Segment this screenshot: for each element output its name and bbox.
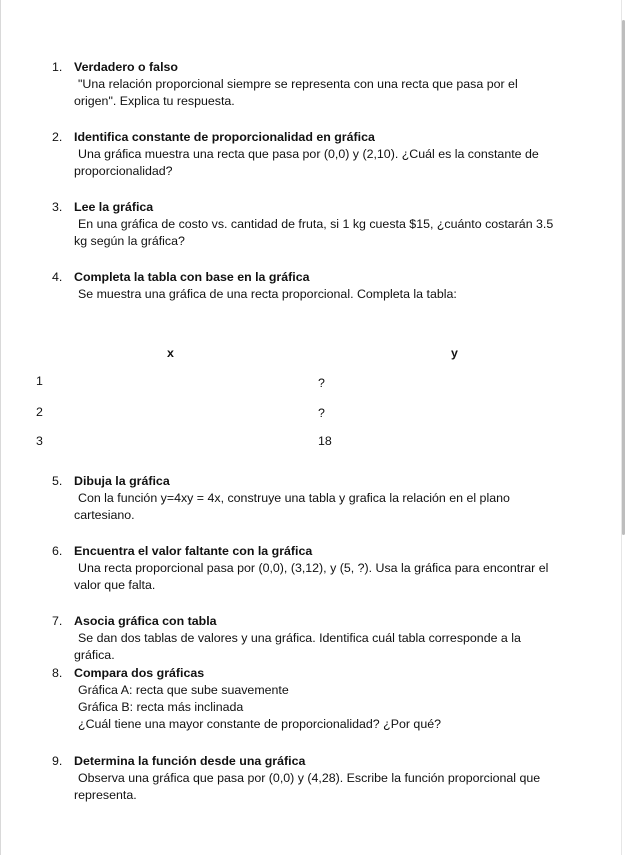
question-number: 8.	[52, 666, 63, 680]
question-text-line: "Una relación proporcional siempre se representa con una recta que pasa por el	[78, 77, 518, 91]
question-7	[52, 613, 597, 664]
question-text-line: Se muestra una gráfica de una recta proporcional. Completa la tabla:	[78, 287, 457, 301]
question-text-line: Con la función y=4xy = 4x, construye una tabla y grafica la relación en el plano	[78, 491, 510, 505]
question-text-line: representa.	[74, 788, 137, 802]
table-header-x: x	[167, 346, 174, 360]
question-text-line: gráfica.	[74, 648, 115, 662]
page-left-edge	[0, 0, 1, 855]
table-header-y: y	[451, 346, 458, 360]
question-text-line: ¿Cuál tiene una mayor constante de proporcionalidad? ¿Por qué?	[78, 717, 441, 731]
question-number: 7.	[52, 614, 63, 628]
question-1	[52, 59, 597, 110]
question-text-line: cartesiano.	[74, 508, 135, 522]
table-cell-y: 18	[318, 434, 332, 448]
table-cell-x: 3	[36, 434, 43, 448]
question-title: Asocia gráfica con tabla	[74, 614, 217, 628]
question-title: Compara dos gráficas	[74, 666, 205, 680]
question-text-line: kg según la gráfica?	[74, 234, 185, 248]
question-6	[52, 543, 597, 594]
question-number: 6.	[52, 544, 63, 558]
question-4	[52, 269, 597, 303]
question-number: 3.	[52, 200, 63, 214]
question-3	[52, 199, 597, 250]
question-title: Identifica constante de proporcionalidad en gráfica	[74, 130, 375, 144]
table-cell-y: ?	[318, 406, 325, 420]
question-title: Completa la tabla con base en la gráfica	[74, 270, 310, 284]
question-text-line: Gráfica A: recta que sube suavemente	[78, 683, 289, 697]
question-number: 9.	[52, 754, 63, 768]
question-title: Encuentra el valor faltante con la gráfica	[74, 544, 313, 558]
question-text-line: Una recta proporcional pasa por (0,0), (3,12), y (5, ?). Usa la gráfica para encontrar el	[78, 561, 549, 575]
question-text-line: Una gráfica muestra una recta que pasa por (0,0) y (2,10). ¿Cuál es la constante de	[78, 147, 539, 161]
question-text-line: Observa una gráfica que pasa por (0,0) y (4,28). Escribe la función proporcional que	[78, 771, 541, 785]
question-number: 5.	[52, 474, 63, 488]
question-title: Dibuja la gráfica	[74, 474, 170, 488]
question-text-line: proporcionalidad?	[74, 164, 173, 178]
table-cell-x: 1	[36, 374, 43, 388]
question-text-line: Gráfica B: recta más inclinada	[78, 700, 244, 714]
question-5	[52, 473, 597, 524]
question-title: Determina la función desde una gráfica	[74, 754, 306, 768]
question-text-line: origen". Explica tu respuesta.	[74, 94, 235, 108]
question-number: 2.	[52, 130, 63, 144]
question-9	[52, 753, 597, 804]
question-text-line: valor que falta.	[74, 578, 156, 592]
question-title: Verdadero o falso	[74, 60, 178, 74]
question-number: 4.	[52, 270, 63, 284]
question-2	[52, 129, 597, 180]
question-8	[52, 665, 597, 733]
question-number: 1.	[52, 60, 63, 74]
table-cell-x: 2	[36, 405, 43, 419]
question-text-line: En una gráfica de costo vs. cantidad de fruta, si 1 kg cuesta $15, ¿cuánto costarán 3.5	[78, 217, 554, 231]
question-title: Lee la gráfica	[74, 200, 154, 214]
table-cell-y: ?	[318, 376, 325, 390]
question-text-line: Se dan dos tablas de valores y una gráfica. Identifica cuál tabla corresponde a la	[78, 631, 521, 645]
